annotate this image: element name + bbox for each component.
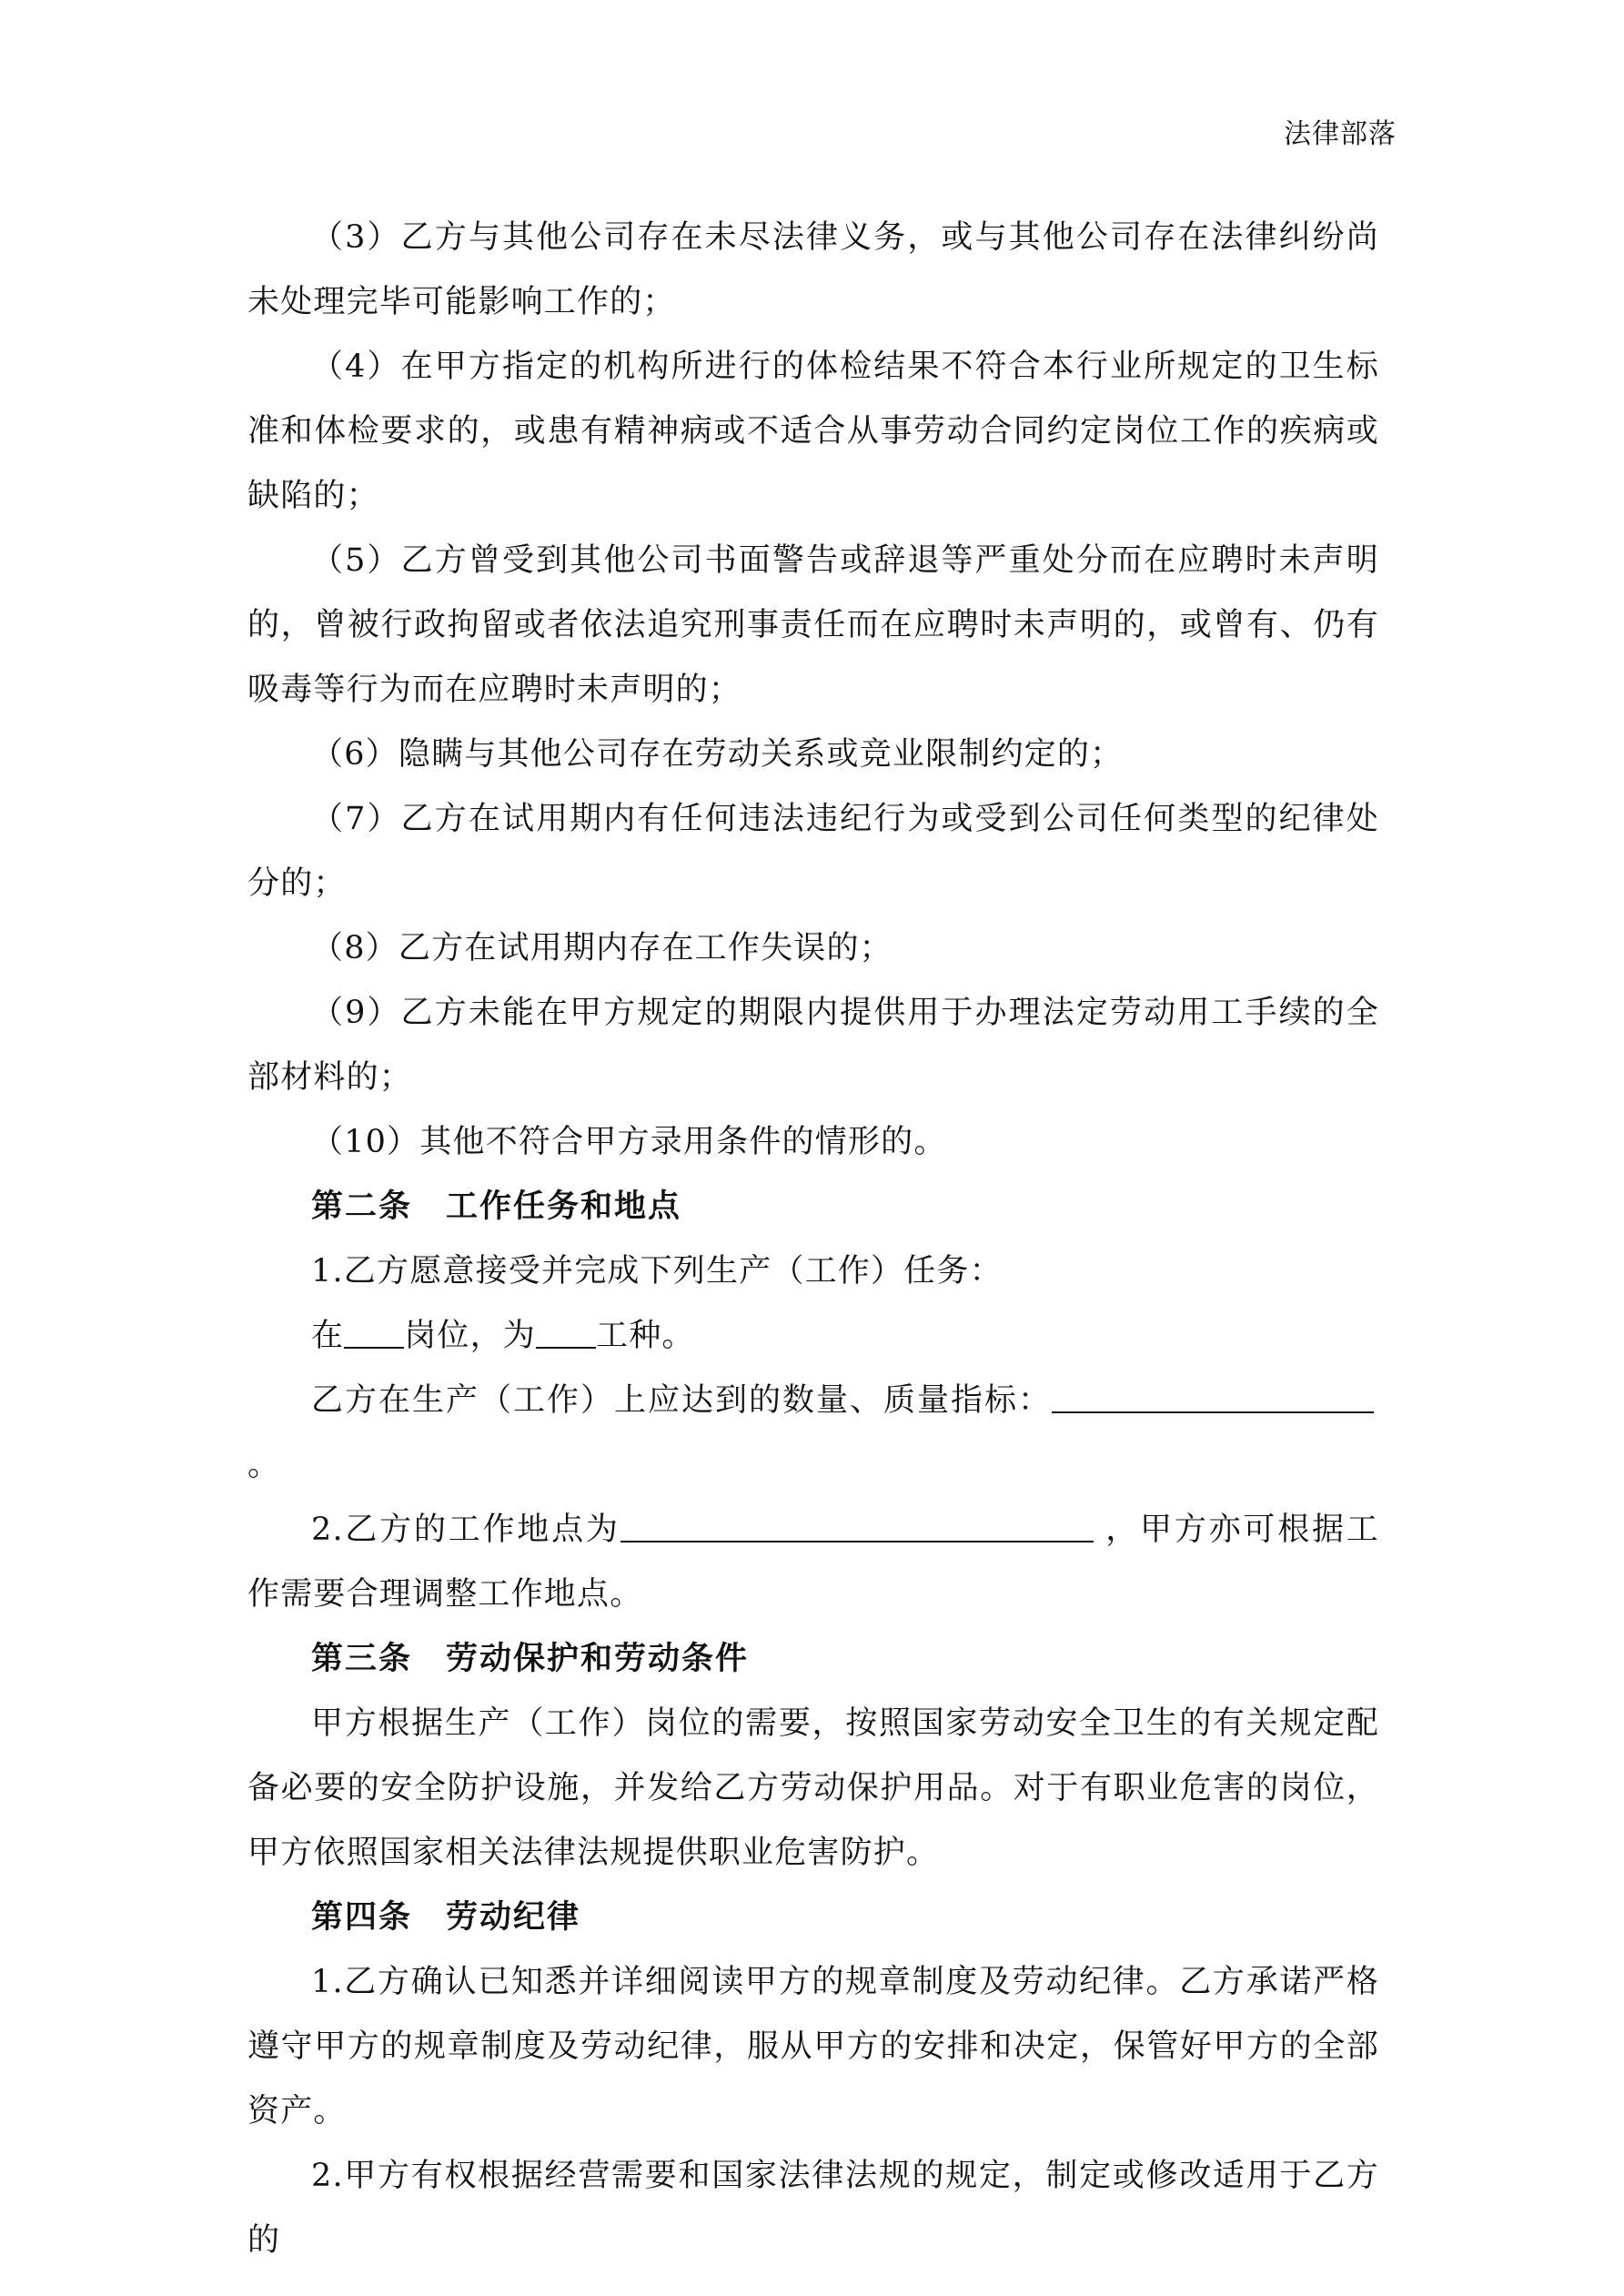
clause-4: （4）在甲方指定的机构所进行的体检结果不符合本行业所规定的卫生标准和体检要求的，或患有精神病或不适合从事劳动合同约定岗位工作的疾病或缺陷的； <box>247 349 1379 514</box>
article-2-quota-line <box>247 1369 1379 1498</box>
clause-8: （8）乙方在试用期内存在工作失误的； <box>311 930 893 966</box>
article-3-body: 甲方根据生产（工作）岗位的需要，按照国家劳动安全卫生的有关规定配备必要的安全防护设施，并发给乙方劳动保护用品。对于有职业危害的岗位，甲方依照国家相关法律法规提供职业危害防护。 <box>247 1705 1379 1871</box>
article-2-item-2 <box>247 1498 1379 1627</box>
location-prefix: 2.乙方的工作地点为 <box>311 1512 620 1548</box>
position-blank <box>344 1315 404 1349</box>
clause-7: （7）乙方在试用期内有任何违法违纪行为或受到公司任何类型的纪律处分的； <box>247 801 1379 902</box>
article-2-heading: 第二条 工作任务和地点 <box>311 1188 682 1225</box>
quota-blank <box>1052 1380 1374 1413</box>
position-mid: 岗位，为 <box>404 1318 537 1354</box>
clause-5: （5）乙方曾受到其他公司书面警告或辞退等严重处分而在应聘时未声明的，曾被行政拘留或者依法追究刑事责任而在应聘时未声明的，或曾有、仍有吸毒等行为而在应聘时未声明的； <box>247 542 1379 708</box>
location-suffix: ，甲方亦可根据工作需要合理调整工作地点。 <box>247 1512 1379 1613</box>
clause-6: （6）隐瞒与其他公司存在劳动关系或竞业限制约定的； <box>311 736 1124 773</box>
clause-10: （10）其他不符合甲方录用条件的情形的。 <box>311 1124 947 1160</box>
quota-suffix: 。 <box>247 1447 281 1483</box>
clause-9: （9）乙方未能在甲方规定的期限内提供用于办理法定劳动用工手续的全部材料的； <box>247 995 1379 1096</box>
document-body <box>247 206 1379 2273</box>
clause-3: （3）乙方与其他公司存在未尽法律义务，或与其他公司存在法律纠纷尚未处理完毕可能影响工作的； <box>247 219 1379 320</box>
article-4-item-1: 1.乙方确认已知悉并详细阅读甲方的规章制度及劳动纪律。乙方承诺严格遵守甲方的规章制度及劳动纪律，服从甲方的安排和决定，保管好甲方的全部资产。 <box>247 1964 1379 2129</box>
article-4-heading: 第四条 劳动纪律 <box>311 1899 581 1936</box>
page-header: 法律部落 <box>1284 118 1397 150</box>
article-4-item-2: 2.甲方有权根据经营需要和国家法律法规的规定，制定或修改适用于乙方的 <box>247 2158 1379 2259</box>
position-prefix: 在 <box>311 1318 345 1354</box>
article-3-heading: 第三条 劳动保护和劳动条件 <box>311 1641 750 1677</box>
article-2-position-line <box>247 1304 1379 1369</box>
location-blank <box>620 1509 1094 1542</box>
job-type-blank <box>536 1315 596 1349</box>
article-2-item-1: 1.乙方愿意接受并完成下列生产（工作）任务： <box>311 1253 1003 1290</box>
quota-prefix: 乙方在生产（工作）上应达到的数量、质量指标： <box>311 1382 1052 1419</box>
position-suffix: 工种。 <box>596 1318 695 1354</box>
